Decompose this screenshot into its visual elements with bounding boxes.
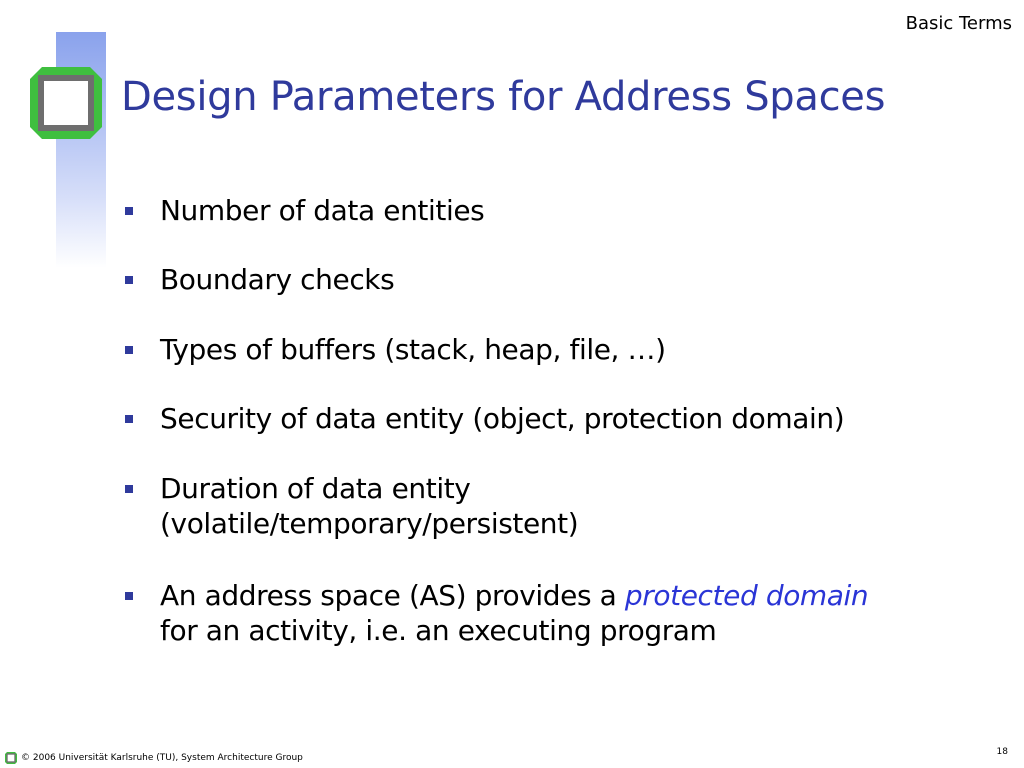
section-label: Basic Terms <box>905 13 1012 34</box>
bullet-item <box>124 471 579 541</box>
bullet-text: Boundary checks <box>160 263 395 296</box>
bullet-item <box>124 193 984 228</box>
square-bullet-icon <box>125 207 133 215</box>
university-logo-icon <box>30 67 102 139</box>
square-bullet-icon <box>125 592 133 600</box>
square-bullet-icon <box>125 485 133 493</box>
bullet-text: Types of buffers (stack, heap, file, …) <box>160 333 666 366</box>
square-bullet-icon <box>125 346 133 354</box>
bullet-text: Security of data entity (object, protection domain) <box>160 402 845 435</box>
square-bullet-icon <box>125 276 133 284</box>
slide-title: Design Parameters for Address Spaces <box>121 74 886 120</box>
bullet-item <box>124 578 984 648</box>
bullet-text <box>160 578 984 648</box>
bullet-item <box>124 401 984 436</box>
footer-copyright: © 2006 Universität Karlsruhe (TU), System Architecture Group <box>21 753 303 763</box>
bullet-text: Duration of data entity (volatile/temporary/persistent) <box>160 472 579 540</box>
bullet-text-end: for an activity, i.e. an executing program <box>160 614 717 647</box>
bullet-item <box>124 262 984 297</box>
emphasized-term: protected domain <box>624 579 869 612</box>
bullet-text-start: An address space (AS) provides a <box>160 579 625 612</box>
footer-logo-icon <box>5 752 17 764</box>
bullet-text: Number of data entities <box>160 194 485 227</box>
square-bullet-icon <box>125 415 133 423</box>
page-number: 18 <box>996 747 1008 757</box>
bullet-item <box>124 332 984 367</box>
